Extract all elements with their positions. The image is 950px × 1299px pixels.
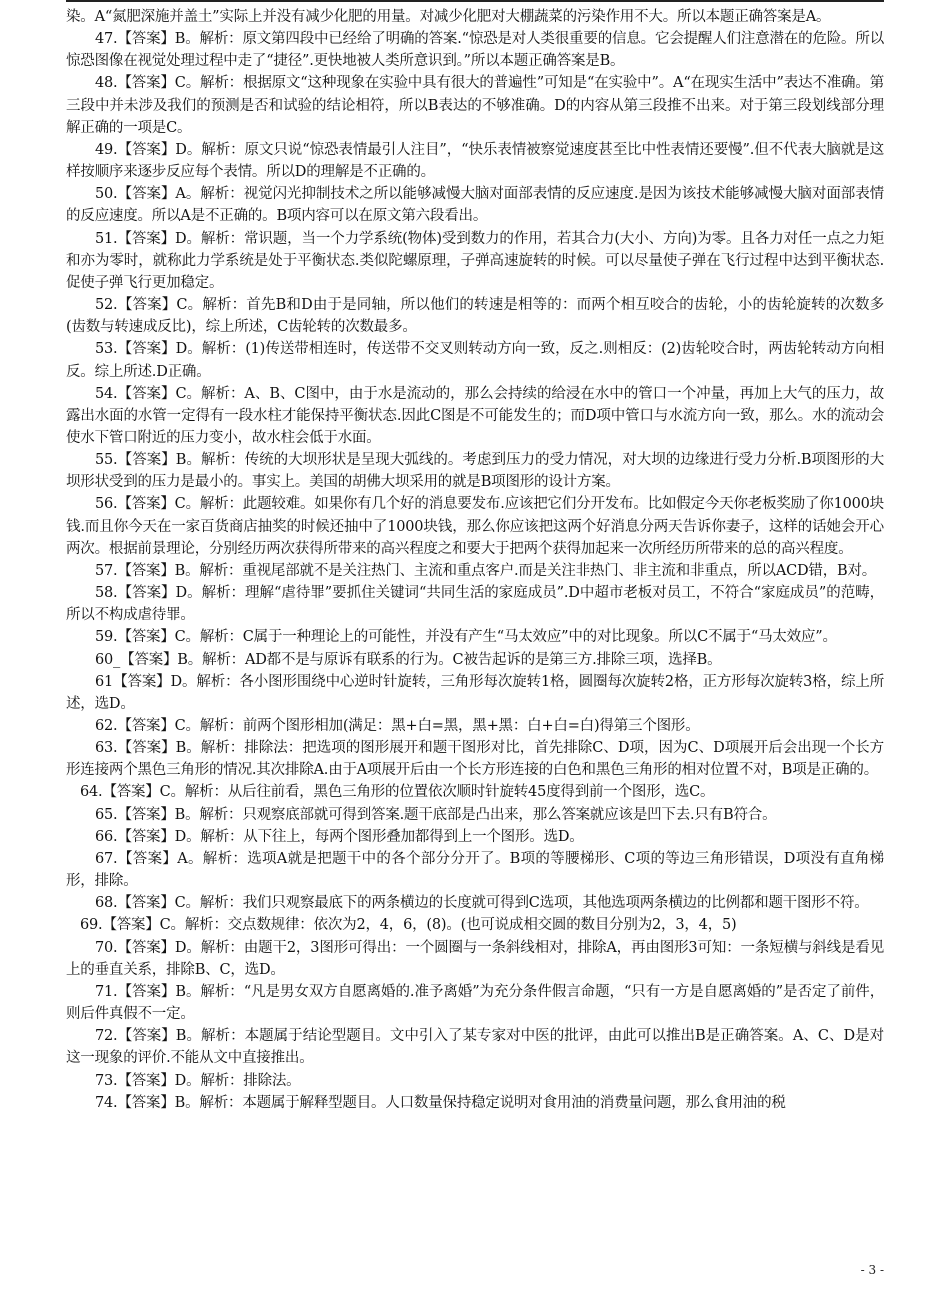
paragraph: 69.【答案】C。解析：交点数规律：依次为2，4，6，(8)。(也可说成相交圆的数目分别为2，3，4，5) <box>80 917 737 934</box>
paragraph: 61【答案】D。解析：各小图形围绕中心逆时针旋转，三角形每次旋转1格，圆圈每次旋转2格，正方形每次旋转3格，综上所述，选D。 <box>66 673 884 712</box>
paragraph: 67.【答案】A。解析：选项A就是把题干中的各个部分分开了。B项的等腰梯形、C项的等边三角形错误，D项没有直角梯形，排除。 <box>66 850 884 890</box>
paragraph: 70.【答案】D。解析：由题干2，3图形可得出：一个圆圈与一条斜线相对，排除A，再由图形3可知：一条短横与斜线是看见上的垂直关系，排除B、C，选D。 <box>66 939 884 978</box>
paragraph: 49.【答案】D。解析：原文只说“惊恐表情最引人注目”，“快乐表情被察觉速度甚至比中性表情还要慢”.但不代表大脑就是这样按顺序来逐步反应每个表情。所以D的理解是不正确的。 <box>66 141 884 181</box>
paragraph: 71.【答案】B。解析：“凡是男女双方自愿离婚的.准予离婚”为充分条件假言命题，“只有一方是自愿离婚的”是否定了前件，则后件真假不一定。 <box>66 983 884 1023</box>
paragraph: 48.【答案】C。解析：根据原文“这种现象在实验中具有很大的普遍性”可知是“在实验中”。A“在现实生活中”表达不准确。第三段中并未涉及我们的预测是否和试验的结论相符，所以B表达的不够准确。D的内容从第三段推不出来。对于第三段划线部分理解正确的一项是C。 <box>66 75 884 136</box>
paragraph: 55.【答案】B。解析：传统的大坝形状是呈现大弧线的。考虑到压力的受力情况，对大坝的边缘进行受力分析.B项图形的大坝形状受到的压力是最小的。事实上。美国的胡佛大坝采用的就是B项图形的设计方案。 <box>66 452 884 491</box>
paragraph: 57.【答案】B。解析：重视尾部就不是关注热门、主流和重点客户.而是关注非热门、非主流和非重点，所以ACD错，B对。 <box>95 562 877 579</box>
paragraph: 72.【答案】B。解析：本题属于结论型题目。文中引入了某专家对中医的批评，由此可以推出B是正确答案。A、C、D是对这一现象的评价.不能从文中直接推出。 <box>66 1028 884 1067</box>
paragraph: 64.【答案】C。解析：从后往前看，黑色三角形的位置依次顺时针旋转45度得到前一个图形，选C。 <box>80 784 715 801</box>
answer-content <box>66 6 884 1114</box>
paragraph: 59.【答案】C。解析：C属于一种理论上的可能性，并没有产生“马太效应”中的对比现象。所以C不属于“马太效应”。 <box>95 629 837 646</box>
paragraph: 66.【答案】D。解析：从下往上，每两个图形叠加都得到上一个图形。选D。 <box>95 828 584 845</box>
paragraph: 63.【答案】B。解析：排除法：把选项的图形展开和题干图形对比，首先排除C、D项，因为C、D项展开后会出现一个长方形连接两个黑色三角形的情况.其次排除A.由于A项展开后由一个长方形连接的白色和黑色三角形的相对位置不对，B项是正确的。 <box>66 740 884 779</box>
paragraph: 染。A“氮肥深施并盖土”实际上并没有减少化肥的用量。对减少化肥对大棚蔬菜的污染作用不大。所以本题正确答案是A。 <box>66 9 831 25</box>
paragraph: 58.【答案】D。解析：理解“虐待罪”要抓住关键词“共同生活的家庭成员”.D中超市老板对员工，不符合“家庭成员”的范畴，所以不构成虐待罪。 <box>66 585 884 624</box>
paragraph: 74.【答案】B。解析：本题属于解释型题目。人口数量保持稳定说明对食用油的消费量问题，那么食用油的税 <box>95 1094 786 1111</box>
paragraph: 68.【答案】C。解析：我们只观察最底下的两条横边的长度就可得到C选项，其他选项两条横边的比例都和题干图形不符。 <box>95 895 869 912</box>
paragraph: 54.【答案】C。解析：A、B、C图中，由于水是流动的，那么会持续的给浸在水中的管口一个冲量，再加上大气的压力，故露出水面的水管一定得有一段水柱才能保持平衡状态.因此C图是不可能发生的；而D项中管口与水流方向一致，那么。水的流动会使水下管口附近的压力变小，故水柱会低于水面。 <box>66 385 884 446</box>
paragraph: 52.【答案】C。解析：首先B和D由于是同轴，所以他们的转速是相等的：而两个相互咬合的齿轮，小的齿轮旋转的次数多(齿数与转速成反比)，综上所述，C齿轮转的次数最多。 <box>66 297 884 336</box>
page-number: - 3 - <box>860 1263 884 1277</box>
paragraph: 51.【答案】D。解析：常识题，当一个力学系统(物体)受到数力的作用，若其合力(大小、方向)为零。且各力对任一点之力矩和亦为零时，就称此力学系统是处于平衡状态.类似陀螺原理，子弹高速旋转的时候。可以尽量使子弹在飞行过程中达到平衡状态.促使子弹飞行更加稳定。 <box>66 230 884 291</box>
paragraph: 65.【答案】B。解析：只观察底部就可得到答案.题干底部是凸出来，那么答案就应该是凹下去.只有B符合。 <box>95 806 777 823</box>
top-rule <box>66 0 884 2</box>
paragraph: 60_【答案】B。解析：AD都不是与原诉有联系的行为。C被告起诉的是第三方.排除三项，选择B。 <box>95 651 722 668</box>
paragraph: 73.【答案】D。解析：排除法。 <box>95 1072 301 1089</box>
paragraph: 53.【答案】D。解析：(1)传送带相连时，传送带不交叉则转动方向一致，反之.则相反：(2)齿轮咬合时，两齿轮转动方向相反。综上所述.D正确。 <box>66 341 884 380</box>
paragraph: 50.【答案】A。解析：视觉闪光抑制技术之所以能够减慢大脑对面部表情的反应速度.是因为该技术能够减慢大脑对面部表情的反应速度。所以A是不正确的。B项内容可以在原文第六段看出。 <box>66 186 884 225</box>
paragraph: 62.【答案】C。解析：前两个图形相加(满足：黑+白=黑，黑+黑：白+白=白)得第三个图形。 <box>95 718 700 734</box>
paragraph: 47.【答案】B。解析：原文第四段中已经给了明确的答案.“惊恐是对人类很重要的信息。它会提醒人们注意潜在的危险。所以惊恐图像在视觉处理过程中走了“捷径”.更快地被人类所意识到。”所以本题正确答案是B。 <box>66 31 884 70</box>
paragraph: 56.【答案】C。解析：此题较难。如果你有几个好的消息要发布.应该把它们分开发布。比如假定今天你老板奖励了你1000块钱.而且你今天在一家百货商店抽奖的时候还抽中了1000块钱，那么你应该把这两个好消息分两天告诉你妻子，这样的话她会开心两次。根据前景理论，分别经历两次获得所带来的高兴程度之和要大于把两个获得加起来一次所经历所带来的总的高兴程度。 <box>66 496 884 557</box>
